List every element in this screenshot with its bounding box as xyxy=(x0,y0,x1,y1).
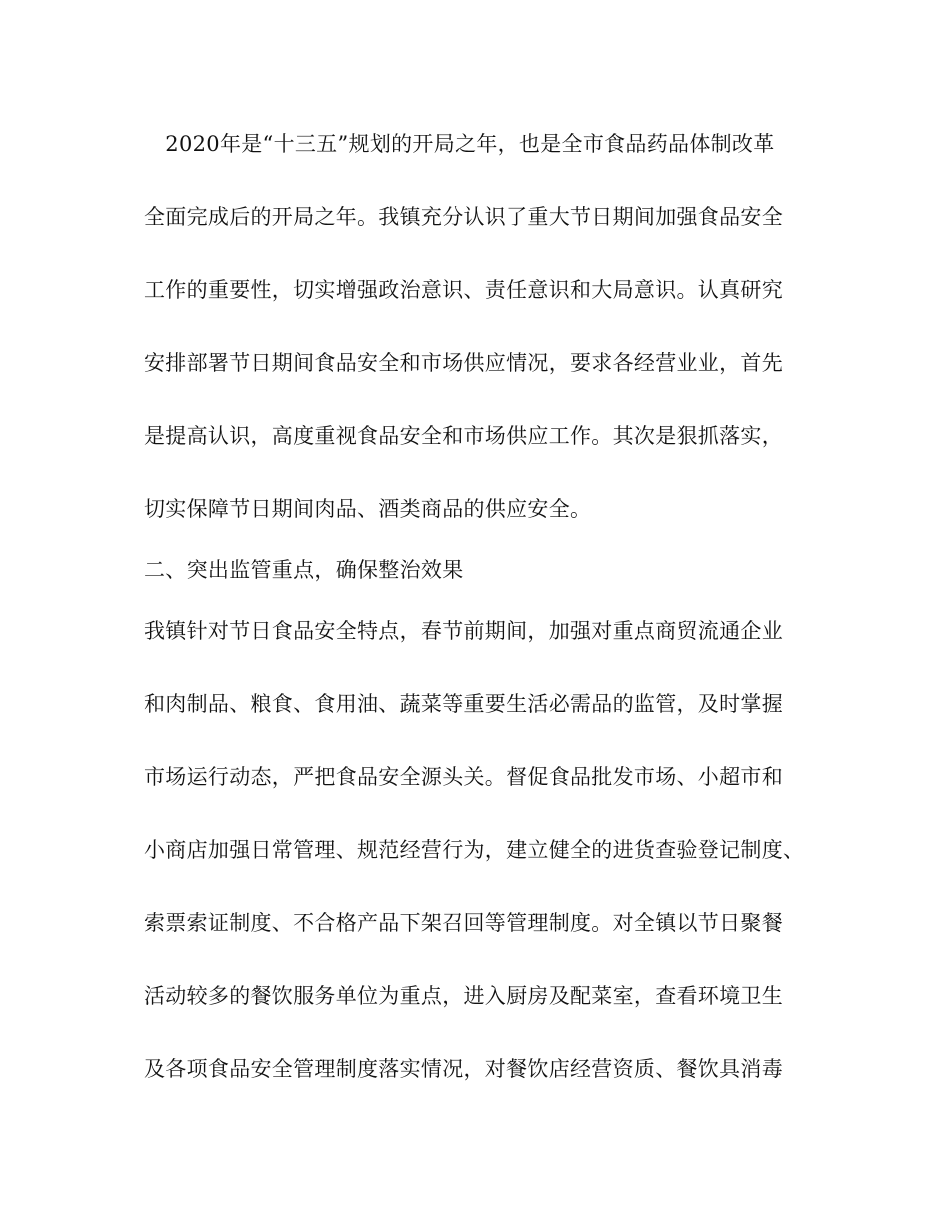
text-line: 安排部署节日期间食品安全和市场供应情况，要求各经营业业，首先 xyxy=(144,351,783,375)
section-heading: 二、突出监管重点，确保整治效果 xyxy=(144,558,464,582)
text-line: 小商店加强日常管理、规范经营行为，建立健全的进货查验登记制度、 xyxy=(144,838,805,862)
text-line: 是提高认识，高度重视食品安全和市场供应工作。其次是狠抓落实， xyxy=(144,424,783,448)
text-line: 活动较多的餐饮服务单位为重点，进入厨房及配菜室，查看环境卫生 xyxy=(144,984,783,1008)
text-line: 切实保障节日期间肉品、酒类商品的供应安全。 xyxy=(144,497,592,521)
text-line: 市场运行动态，严把食品安全源头关。督促食品批发市场、小超市和 xyxy=(144,765,783,789)
text-line: 全面完成后的开局之年。我镇充分认识了重大节日期间加强食品安全 xyxy=(144,205,783,229)
text-line: 我镇针对节日食品安全特点，春节前期间，加强对重点商贸流通企业 xyxy=(144,619,783,643)
text-line: 工作的重要性，切实增强政治意识、责任意识和大局意识。认真研究 xyxy=(144,278,783,302)
text-line: 索票索证制度、不合格产品下架召回等管理制度。对全镇以节日聚餐 xyxy=(144,911,783,935)
text-line: 和肉制品、粮食、食用油、蔬菜等重要生活必需品的监管，及时掌握 xyxy=(144,692,783,716)
text-line: 2020年是“十三五”规划的开局之年，也是全市食品药品体制改革 xyxy=(144,132,775,156)
text-line: 及各项食品安全管理制度落实情况，对餐饮店经营资质、餐饮具消毒 xyxy=(144,1057,783,1081)
